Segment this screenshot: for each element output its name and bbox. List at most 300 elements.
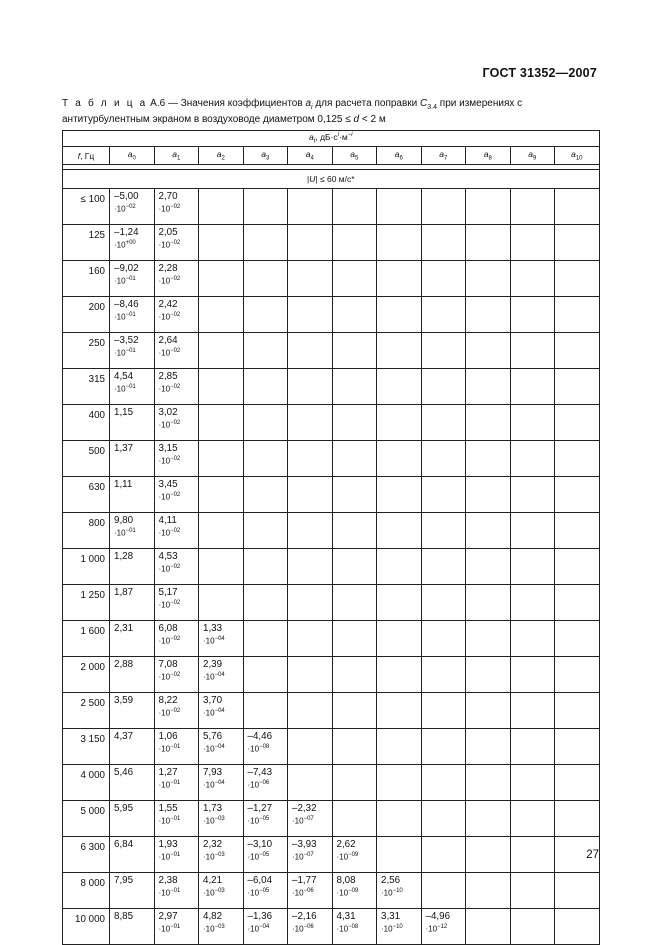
empty-cell [466,261,511,297]
coef-header-a4: $a_4$ [288,147,333,165]
exponent: $\cdot 10^{-02}$ [158,564,181,574]
empty-cell [332,693,377,729]
empty-cell [288,765,333,801]
empty-cell [510,189,555,225]
mantissa: 3,31 [381,911,401,922]
exponent: $\cdot 10^{-04}$ [203,744,225,754]
empty-cell [377,729,422,765]
mantissa: 2,70 [158,191,178,202]
coef-cell-a0 [110,549,155,585]
mantissa: 4,37 [114,731,134,742]
mantissa: 3,15 [158,443,178,454]
coef-cell-a1 [154,549,199,585]
empty-cell [555,369,600,405]
mantissa: 2,42 [158,299,178,310]
exponent: $\cdot 10^{-01}$ [158,780,181,790]
exponent: $\cdot 10^{-01}$ [114,276,136,286]
exponent: $\cdot 10^{-02}$ [158,492,181,502]
exponent: $\cdot 10^{-02}$ [158,348,181,358]
coef-cell-a1 [154,477,199,513]
empty-cell [288,621,333,657]
frequency-cell: 1 600 [63,621,110,657]
empty-cell [288,405,333,441]
coef-cell-a1 [154,873,199,909]
exponent: $\cdot 10^{-01}$ [158,816,181,826]
coef-cell-a3 [243,909,288,945]
coefficients-table [62,130,600,945]
exponent: $\cdot 10^{-02}$ [158,240,181,250]
frequency-cell: 1 250 [63,585,110,621]
coef-header-a6: $a_6$ [377,147,422,165]
empty-cell [377,261,422,297]
empty-cell [243,585,288,621]
empty-cell [288,441,333,477]
empty-cell [555,405,600,441]
empty-cell [510,549,555,585]
mantissa: –3,10 [247,839,273,850]
empty-cell [466,621,511,657]
frequency-cell: 400 [63,405,110,441]
mantissa: –4,96 [425,911,451,922]
coef-cell-a0 [110,333,155,369]
mantissa: 4,54 [114,371,134,382]
empty-cell [466,801,511,837]
coef-header-a0: $a_0$ [110,147,155,165]
mantissa: 3,70 [203,695,223,706]
empty-cell [421,585,466,621]
empty-cell [421,189,466,225]
empty-cell [421,477,466,513]
mantissa: 3,45 [158,479,178,490]
empty-cell [466,441,511,477]
caption-ai-sub: i [311,104,313,111]
empty-cell [466,873,511,909]
coef-cell-a1 [154,513,199,549]
exponent: $\cdot 10^{-02}$ [158,384,181,394]
exponent: $\cdot 10^{-01}$ [158,744,181,754]
mantissa: 1,28 [114,551,134,562]
coef-header-a1: $a_1$ [154,147,199,165]
coef-cell-a2 [199,837,244,873]
empty-cell [288,513,333,549]
caption-label: Т а б л и ц а [62,98,148,109]
empty-cell [555,549,600,585]
table-row [63,657,600,693]
empty-cell [555,693,600,729]
coef-cell-a1 [154,369,199,405]
page-number: 27 [586,849,599,861]
mantissa: 3,59 [114,695,134,706]
empty-cell [288,261,333,297]
empty-cell [555,621,600,657]
empty-cell [377,621,422,657]
empty-cell [332,405,377,441]
empty-cell [199,225,244,261]
empty-cell [510,585,555,621]
exponent: $\cdot 10^{-01}$ [158,852,181,862]
empty-cell [199,333,244,369]
exponent: $\cdot 10^{-01}$ [114,348,136,358]
empty-cell [288,693,333,729]
exponent: $\cdot 10^{-02}$ [158,636,181,646]
empty-cell [288,297,333,333]
exponent: $\cdot 10^{-04}$ [247,924,270,934]
exponent: $\cdot 10^{-06}$ [292,924,314,934]
empty-cell [510,873,555,909]
empty-cell [510,801,555,837]
empty-cell [466,477,511,513]
mantissa: 1,11 [114,479,133,490]
coef-cell-a1 [154,621,199,657]
mantissa: 8,85 [114,911,134,922]
table-caption [62,98,602,126]
empty-cell [377,801,422,837]
empty-cell [555,585,600,621]
empty-cell [510,837,555,873]
frequency-cell: 800 [63,513,110,549]
exponent: $\cdot 10^{-05}$ [247,888,270,898]
exponent: $\cdot 10^{-02}$ [158,708,181,718]
caption-d-symbol: d [353,114,360,125]
table-row [63,873,600,909]
empty-cell [466,297,511,333]
mantissa: 2,62 [336,839,356,850]
empty-cell [510,477,555,513]
empty-cell [510,297,555,333]
units-row [63,131,600,147]
mantissa: –1,27 [247,803,273,814]
empty-cell [288,189,333,225]
coef-header-a8: $a_8$ [466,147,511,165]
empty-cell [555,909,600,945]
coef-cell-a0 [110,369,155,405]
mantissa: 2,38 [158,875,178,886]
frequency-cell: 6 300 [63,837,110,873]
table-row [63,765,600,801]
mantissa: 5,95 [114,803,134,814]
coef-cell-a2 [199,909,244,945]
empty-cell [377,333,422,369]
coef-cell-a3 [243,765,288,801]
mantissa: 4,31 [336,911,356,922]
table-row [63,297,600,333]
empty-cell [466,189,511,225]
empty-cell [555,189,600,225]
frequency-cell: 2 500 [63,693,110,729]
empty-cell [466,405,511,441]
empty-cell [466,513,511,549]
empty-cell [555,297,600,333]
mantissa: –3,52 [114,335,139,346]
exponent: $\cdot 10^{-06}$ [292,888,314,898]
exponent: $\cdot 10^{-04}$ [203,708,225,718]
table-row [63,837,600,873]
condition-cell: |U| ≤ 60 м/с* [63,170,600,189]
coef-cell-a1 [154,441,199,477]
coef-cell-a1 [154,261,199,297]
frequency-cell: 2 000 [63,657,110,693]
coef-header-a2: $a_2$ [199,147,244,165]
coef-cell-a2 [199,693,244,729]
empty-cell [377,297,422,333]
table-row [63,369,600,405]
coef-cell-a0 [110,297,155,333]
empty-cell [243,693,288,729]
empty-cell [243,621,288,657]
empty-cell [332,765,377,801]
empty-cell [466,333,511,369]
empty-cell [243,189,288,225]
coef-cell-a7 [421,909,466,945]
coef-cell-a1 [154,801,199,837]
exponent: $\cdot 10^{-07}$ [292,852,314,862]
units-header: $a_i$, $дБ\cdot c^i\cdot м^{-i}$ [63,131,600,147]
mantissa: 1,15 [114,407,134,418]
frequency-cell: 5 000 [63,801,110,837]
empty-cell [377,657,422,693]
coef-cell-a1 [154,909,199,945]
empty-cell [421,513,466,549]
coef-cell-a2 [199,801,244,837]
coef-cell-a0 [110,441,155,477]
coef-cell-a3 [243,873,288,909]
empty-cell [510,909,555,945]
frequency-cell: 8 000 [63,873,110,909]
empty-cell [555,333,600,369]
exponent: $\cdot 10^{-06}$ [247,780,270,790]
empty-cell [377,549,422,585]
mantissa: 1,33 [203,623,223,634]
mantissa: 4,53 [158,551,178,562]
mantissa: –1,36 [247,911,273,922]
empty-cell [510,369,555,405]
mantissa: 2,64 [158,335,178,346]
empty-cell [332,657,377,693]
coef-cell-a1 [154,657,199,693]
coef-cell-a0 [110,657,155,693]
empty-cell [377,369,422,405]
empty-cell [332,621,377,657]
exponent: $\cdot 10^{-08}$ [247,744,270,754]
empty-cell [466,765,511,801]
exponent: $\cdot 10^{-07}$ [292,816,314,826]
caption-text-4: < 2 м [361,114,386,125]
empty-cell [199,297,244,333]
mantissa: 2,31 [114,623,134,634]
mantissa: 2,28 [158,263,178,274]
empty-cell [421,873,466,909]
exponent: $\cdot 10^{-02}$ [158,528,181,538]
empty-cell [510,405,555,441]
frequency-cell: ≤ 100 [63,189,110,225]
coef-header-a3: $a_3$ [243,147,288,165]
empty-cell [555,729,600,765]
mantissa: –1,24 [114,227,139,238]
empty-cell [243,297,288,333]
coef-cell-a0 [110,585,155,621]
caption-ai-symbol: a [305,98,311,109]
empty-cell [555,477,600,513]
empty-cell [555,513,600,549]
empty-cell [421,837,466,873]
coef-cell-a2 [199,765,244,801]
empty-cell [332,513,377,549]
empty-cell [199,441,244,477]
mantissa: 4,82 [203,911,223,922]
empty-cell [243,657,288,693]
table-row [63,477,600,513]
empty-cell [421,405,466,441]
empty-cell [243,441,288,477]
mantissa: 1,55 [158,803,178,814]
empty-cell [510,441,555,477]
empty-cell [466,657,511,693]
mantissa: 2,88 [114,659,134,670]
frequency-cell: 250 [63,333,110,369]
exponent: $\cdot 10^{-01}$ [158,888,181,898]
coef-cell-a5 [332,909,377,945]
mantissa: –2,16 [292,911,317,922]
mantissa: 2,85 [158,371,178,382]
empty-cell [555,441,600,477]
frequency-cell: 1 000 [63,549,110,585]
coef-cell-a4 [288,909,333,945]
empty-cell [332,369,377,405]
mantissa: 4,11 [158,515,177,526]
exponent: $\cdot 10^{-01}$ [158,924,181,934]
empty-cell [510,693,555,729]
empty-cell [377,477,422,513]
coef-cell-a0 [110,225,155,261]
exponent: $\cdot 10^{-10}$ [381,888,403,898]
empty-cell [199,477,244,513]
frequency-cell: 125 [63,225,110,261]
mantissa: –1,77 [292,875,317,886]
empty-cell [421,621,466,657]
empty-cell [421,369,466,405]
empty-cell [377,513,422,549]
mantissa: –4,46 [247,731,273,742]
empty-cell [332,477,377,513]
exponent: $\cdot 10^{-04}$ [203,780,225,790]
empty-cell [377,585,422,621]
empty-cell [466,369,511,405]
mantissa: –5,00 [114,191,139,202]
mantissa: 6,08 [158,623,178,634]
empty-cell [555,765,600,801]
standard-header: ГОСТ 31352—2007 [482,66,597,80]
coef-cell-a0 [110,837,155,873]
coef-cell-a4 [288,873,333,909]
empty-cell [243,405,288,441]
empty-cell [243,225,288,261]
coef-cell-a0 [110,513,155,549]
mantissa: 7,95 [114,875,134,886]
mantissa: 7,08 [158,659,178,670]
coef-header-a7: $a_7$ [421,147,466,165]
exponent: $\cdot 10^{-02}$ [158,420,181,430]
exponent: $\cdot 10^{-09}$ [336,888,359,898]
exponent: $\cdot 10^{-01}$ [114,528,136,538]
table-row [63,513,600,549]
coef-cell-a1 [154,837,199,873]
exponent: $\cdot 10^{-09}$ [336,852,359,862]
empty-cell [421,657,466,693]
exponent: $\cdot 10^{-03}$ [203,888,225,898]
empty-cell [555,225,600,261]
caption-c-symbol: C [420,98,428,109]
coef-cell-a1 [154,333,199,369]
mantissa: 5,46 [114,767,134,778]
coef-cell-a4 [288,801,333,837]
coef-cell-a1 [154,405,199,441]
coef-cell-a1 [154,585,199,621]
mantissa: 1,37 [114,443,134,454]
exponent: $\cdot 10^{-12}$ [425,924,448,934]
caption-text-2: для расчета поправки [315,98,418,109]
exponent: $\cdot 10^{-01}$ [114,312,136,322]
coef-cell-a6 [377,909,422,945]
empty-cell [199,405,244,441]
table-row [63,405,600,441]
empty-cell [243,549,288,585]
table-row [63,801,600,837]
exponent: $\cdot 10^{-02}$ [158,600,181,610]
exponent: $\cdot 10^{-08}$ [336,924,359,934]
coef-header-a9: $a_9$ [510,147,555,165]
exponent: $\cdot 10^{-05}$ [247,816,270,826]
coef-cell-a1 [154,225,199,261]
mantissa: 2,32 [203,839,223,850]
coef-cell-a2 [199,729,244,765]
coef-cell-a1 [154,729,199,765]
table-row [63,621,600,657]
coef-header-a5: $a_5$ [332,147,377,165]
coef-cell-a0 [110,693,155,729]
empty-cell [421,297,466,333]
empty-cell [332,333,377,369]
empty-cell [332,441,377,477]
coef-cell-a1 [154,693,199,729]
exponent: $\cdot 10^{+00}$ [114,240,136,250]
empty-cell [421,693,466,729]
mantissa: 7,93 [203,767,223,778]
empty-cell [288,657,333,693]
empty-cell [332,189,377,225]
frequency-cell: 315 [63,369,110,405]
empty-cell [332,297,377,333]
coef-cell-a3 [243,729,288,765]
table-row [63,261,600,297]
frequency-cell: 10 000 [63,909,110,945]
empty-cell [332,801,377,837]
empty-cell [332,261,377,297]
mantissa: 9,80 [114,515,134,526]
coef-cell-a0 [110,477,155,513]
mantissa: 1,27 [158,767,178,778]
empty-cell [332,225,377,261]
empty-cell [466,585,511,621]
mantissa: 8,08 [336,875,356,886]
table-row [63,729,600,765]
caption-text-1: — Значения коэффициентов [167,98,303,109]
empty-cell [466,729,511,765]
mantissa: –3,93 [292,839,317,850]
empty-cell [332,549,377,585]
empty-cell [377,693,422,729]
empty-cell [421,549,466,585]
empty-cell [555,657,600,693]
